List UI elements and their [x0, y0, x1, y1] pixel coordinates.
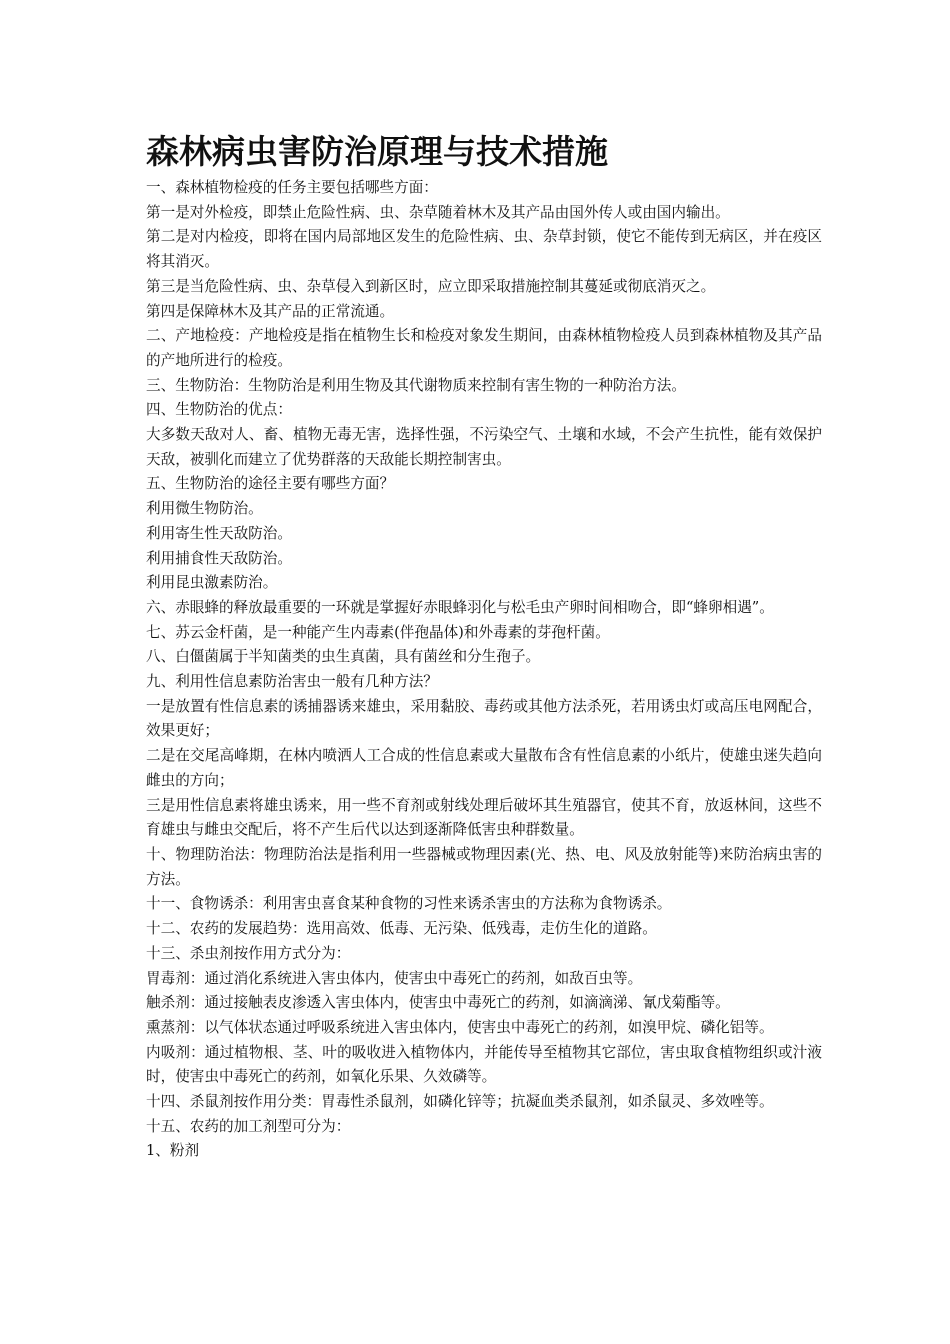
paragraph: 二、产地检疫：产地检疫是指在植物生长和检疫对象发生期间，由森林植物检疫人员到森林植物及其产品的产地所进行的检疫。 [146, 327, 822, 369]
paragraph: 九、利用性信息素防治害虫一般有几种方法？ [146, 673, 438, 691]
paragraph: 五、生物防治的途径主要有哪些方面？ [146, 475, 395, 493]
paragraph: 胃毒剂：通过消化系统进入害虫体内，使害虫中毒死亡的药剂，如敌百虫等。 [146, 969, 643, 987]
paragraph: 二是在交尾高峰期，在林内喷洒人工合成的性信息素或大量散布含有性信息素的小纸片，使雄虫迷失趋向雌虫的方向； [146, 747, 822, 789]
paragraph: 触杀剂：通过接触表皮渗透入害虫体内，使害虫中毒死亡的药剂，如滴滴涕、氰戊菊酯等。 [146, 994, 730, 1012]
paragraph: 三是用性信息素将雄虫诱来，用一些不育剂或射线处理后破坏其生殖器官，使其不育，放返林间，这些不育雄虫与雌虫交配后，将不产生后代以达到逐渐降低害虫种群数量。 [146, 796, 822, 839]
paragraph: 利用捕食性天敌防治。 [146, 549, 292, 567]
paragraph: 第三是当危险性病、虫、杂草侵入到新区时，应立即采取措施控制其蔓延或彻底消灭之。 [146, 277, 716, 295]
paragraph: 七、苏云金杆菌，是一种能产生内毒素(伴孢晶体)和外毒素的芽孢杆菌。 [146, 623, 610, 641]
paragraph: 第一是对外检疫，即禁止危险性病、虫、杂草随着林木及其产品由国外传人或由国内输出。 [146, 203, 730, 221]
paragraph: 利用微生物防治。 [146, 500, 263, 518]
document-body [146, 176, 822, 1164]
paragraph: 八、白僵菌属于半知菌类的虫生真菌，具有菌丝和分生孢子。 [146, 648, 541, 666]
paragraph: 十三、杀虫剂按作用方式分为： [146, 944, 351, 962]
paragraph: 一、森林植物检疫的任务主要包括哪些方面： [146, 179, 438, 196]
paragraph: 十五、农药的加工剂型可分为： [146, 1117, 351, 1135]
paragraph: 1、粉剂 [146, 1142, 200, 1160]
paragraph: 十四、杀鼠剂按作用分类：胃毒性杀鼠剂，如磷化锌等；抗凝血类杀鼠剂，如杀鼠灵、多效唑等。 [146, 1093, 774, 1111]
paragraph: 第四是保障林木及其产品的正常流通。 [146, 302, 395, 320]
paragraph: 利用昆虫激素防治。 [146, 574, 278, 592]
document-title: 森林病虫害防治原理与技术措施 [146, 132, 608, 171]
paragraph: 十二、农药的发展趋势：选用高效、低毒、无污染、低残毒，走仿生化的道路。 [146, 920, 657, 938]
paragraph: 熏蒸剂：以气体状态通过呼吸系统进入害虫体内，使害虫中毒死亡的药剂，如溴甲烷、磷化铝等。 [146, 1018, 774, 1036]
paragraph: 第二是对内检疫，即将在国内局部地区发生的危险性病、虫、杂草封锁，使它不能传到无病区，并在疫区将其消灭。 [146, 228, 822, 271]
paragraph: 一是放置有性信息素的诱捕器诱来雄虫，采用黏胶、毒药或其他方法杀死，若用诱虫灯或高压电网配合，效果更好； [146, 697, 822, 740]
paragraph: 大多数天敌对人、畜、植物无毒无害，选择性强，不污染空气、土壤和水域，不会产生抗性，能有效保护天敌，被驯化而建立了优势群落的天敌能长期控制害虫。 [146, 426, 822, 468]
paragraph: 四、生物防治的优点： [146, 401, 292, 419]
paragraph: 利用寄生性天敌防治。 [146, 524, 292, 542]
document-page [146, 128, 822, 1164]
paragraph: 十、物理防治法：物理防治法是指利用一些器械或物理因素(光、热、电、风及放射能等)来防治病虫害的方法。 [146, 845, 822, 888]
paragraph: 十一、食物诱杀：利用害虫喜食某种食物的习性来诱杀害虫的方法称为食物诱杀。 [146, 895, 672, 913]
paragraph: 三、生物防治：生物防治是利用生物及其代谢物质来控制有害生物的一种防治方法。 [146, 376, 686, 394]
paragraph: 内吸剂：通过植物根、茎、叶的吸收进入植物体内，并能传导至植物其它部位，害虫取食植物组织或汁液时，使害虫中毒死亡的药剂，如氧化乐果、久效磷等。 [146, 1043, 822, 1086]
paragraph: 六、赤眼蜂的释放最重要的一环就是掌握好赤眼蜂羽化与松毛虫产卵时间相吻合，即“蜂卵相遇”。 [146, 598, 774, 616]
